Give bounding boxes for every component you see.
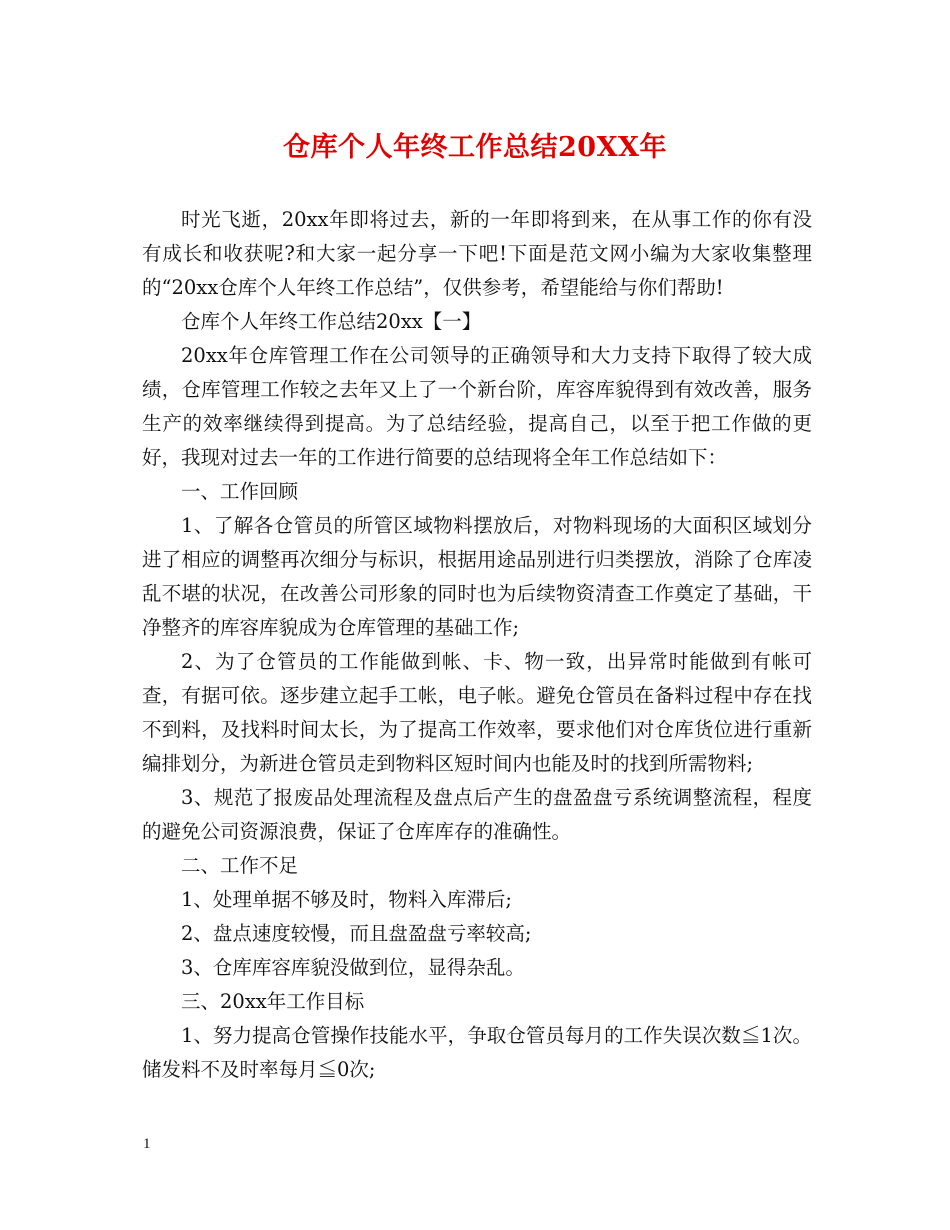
paragraph: 1、了解各仓管员的所管区域物料摆放后，对物料现场的大面积区域划分进了相应的调整再次细分与标识，根据用途品别进行归类摆放，消除了仓库凌乱不堪的状况，在改善公司形象的同时也为后续物资清查工作奠定了基础，干净整齐的库容库貌成为仓库管理的基础工作;	[142, 514, 812, 639]
paragraph: 2、盘点速度较慢，而且盘盈盘亏率较高;	[181, 922, 532, 945]
document-body	[142, 203, 812, 1087]
paragraph: 二、工作不足	[181, 854, 299, 877]
paragraph: 三、20xx年工作目标	[181, 990, 365, 1013]
paragraph: 3、规范了报废品处理流程及盘点后产生的盘盈盘亏系统调整流程，程度的避免公司资源浪费，保证了仓库库存的准确性。	[142, 786, 812, 843]
paragraph: 1、努力提高仓管操作技能水平，争取仓管员每月的工作失误次数≦1次。储发料不及时率每月≦0次;	[142, 1024, 812, 1081]
paragraph: 1、处理单据不够及时，物料入库滞后;	[181, 888, 512, 911]
paragraph: 一、工作回顾	[181, 480, 299, 503]
paragraph: 时光飞逝，20xx年即将过去，新的一年即将到来，在从事工作的你有没有成长和收获呢?和大家一起分享一下吧!下面是范文网小编为大家收集整理的“20xx仓库个人年终工作总结”，仅供参考，希望能给与你们帮助!	[142, 208, 812, 299]
paragraph: 仓库个人年终工作总结20xx【一】	[181, 310, 482, 333]
paragraph: 2、为了仓管员的工作能做到帐、卡、物一致，出异常时能做到有帐可查，有据可依。逐步建立起手工帐，电子帐。避免仓管员在备料过程中存在找不到料，及找料时间太长，为了提高工作效率，要求他们对仓库货位进行重新编排划分，为新进仓管员走到物料区短时间内也能及时的找到所需物料;	[142, 650, 812, 775]
paragraph: 20xx年仓库管理工作在公司领导的正确领导和大力支持下取得了较大成绩，仓库管理工作较之去年又上了一个新台阶，库容库貌得到有效改善，服务生产的效率继续得到提高。为了总结经验，提高自己，以至于把工作做的更好，我现对过去一年的工作进行简要的总结现将全年工作总结如下：	[142, 344, 812, 469]
page-number: 1	[143, 1136, 151, 1152]
paragraph: 3、仓库库容库貌没做到位，显得杂乱。	[181, 956, 525, 979]
document-title: 仓库个人年终工作总结20XX年	[283, 132, 667, 163]
